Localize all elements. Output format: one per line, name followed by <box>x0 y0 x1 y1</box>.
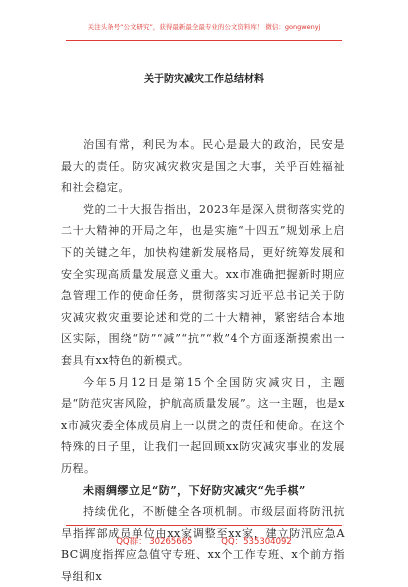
footer-qq-group: QQ群： 30265665 <box>116 537 193 547</box>
footer-divider <box>66 525 342 526</box>
document-title: 关于防灾减灾工作总结材料 <box>144 74 264 85</box>
header-banner: 关注头条号“公文研究”，获得最新最全最专业的公文资料库！ 微信：gongwenyj <box>87 23 321 31</box>
header-divider <box>66 40 342 41</box>
paragraph-disaster-day: 今年5月12日是第15个全国防灾减灾日，主题是“防范灾害风险，护航高质量发展”。这一主题，也是xx市减灾委全体成员肩上一以贯之的责任和使命。在这个特殊的日子里，让我们一起回顾xx防灾减灾事业的发展历程。 <box>61 375 345 475</box>
footer-contact <box>0 535 408 547</box>
paragraph-mechanism: 持续优化，不断健全各项机制。市级层面将防汛抗旱指挥部成员单位由xx家调整至xx家，建立防汛应急ABC调度指挥应急值守专班、xx个工作专班、x个前方指导组和x <box>61 505 345 583</box>
document-body <box>61 134 345 587</box>
paragraph-report: 党的二十大报告指出，2023年是深入贯彻落实党的二十大精神的开局之年，也是实施“十四五”规划承上启下的关键之年，加快构建新发展格局，更好统筹发展和安全实现高质量发展意义重大。xx市准确把握新时期应急管理工作的使命任务，贯彻落实习近平总书记关于防灾减灾救灾重要论述和党的二十大精神，紧密结合本地区实际，围绕“防”“减”“抗”“救”4个方面逐渐摸索出一套具有xx特色的新模式。 <box>61 202 345 367</box>
paragraph-intro: 治国有常，利民为本。民心是最大的政治，民安是最大的责任。防灾减灾救灾是国之大事，关乎百姓福祉和社会稳定。 <box>61 138 345 195</box>
section-heading-prevention: 未雨绸缪立足“防”，下好防灾减灾“先手棋” <box>83 483 306 497</box>
footer-qq: QQ：535304092 <box>221 537 292 547</box>
